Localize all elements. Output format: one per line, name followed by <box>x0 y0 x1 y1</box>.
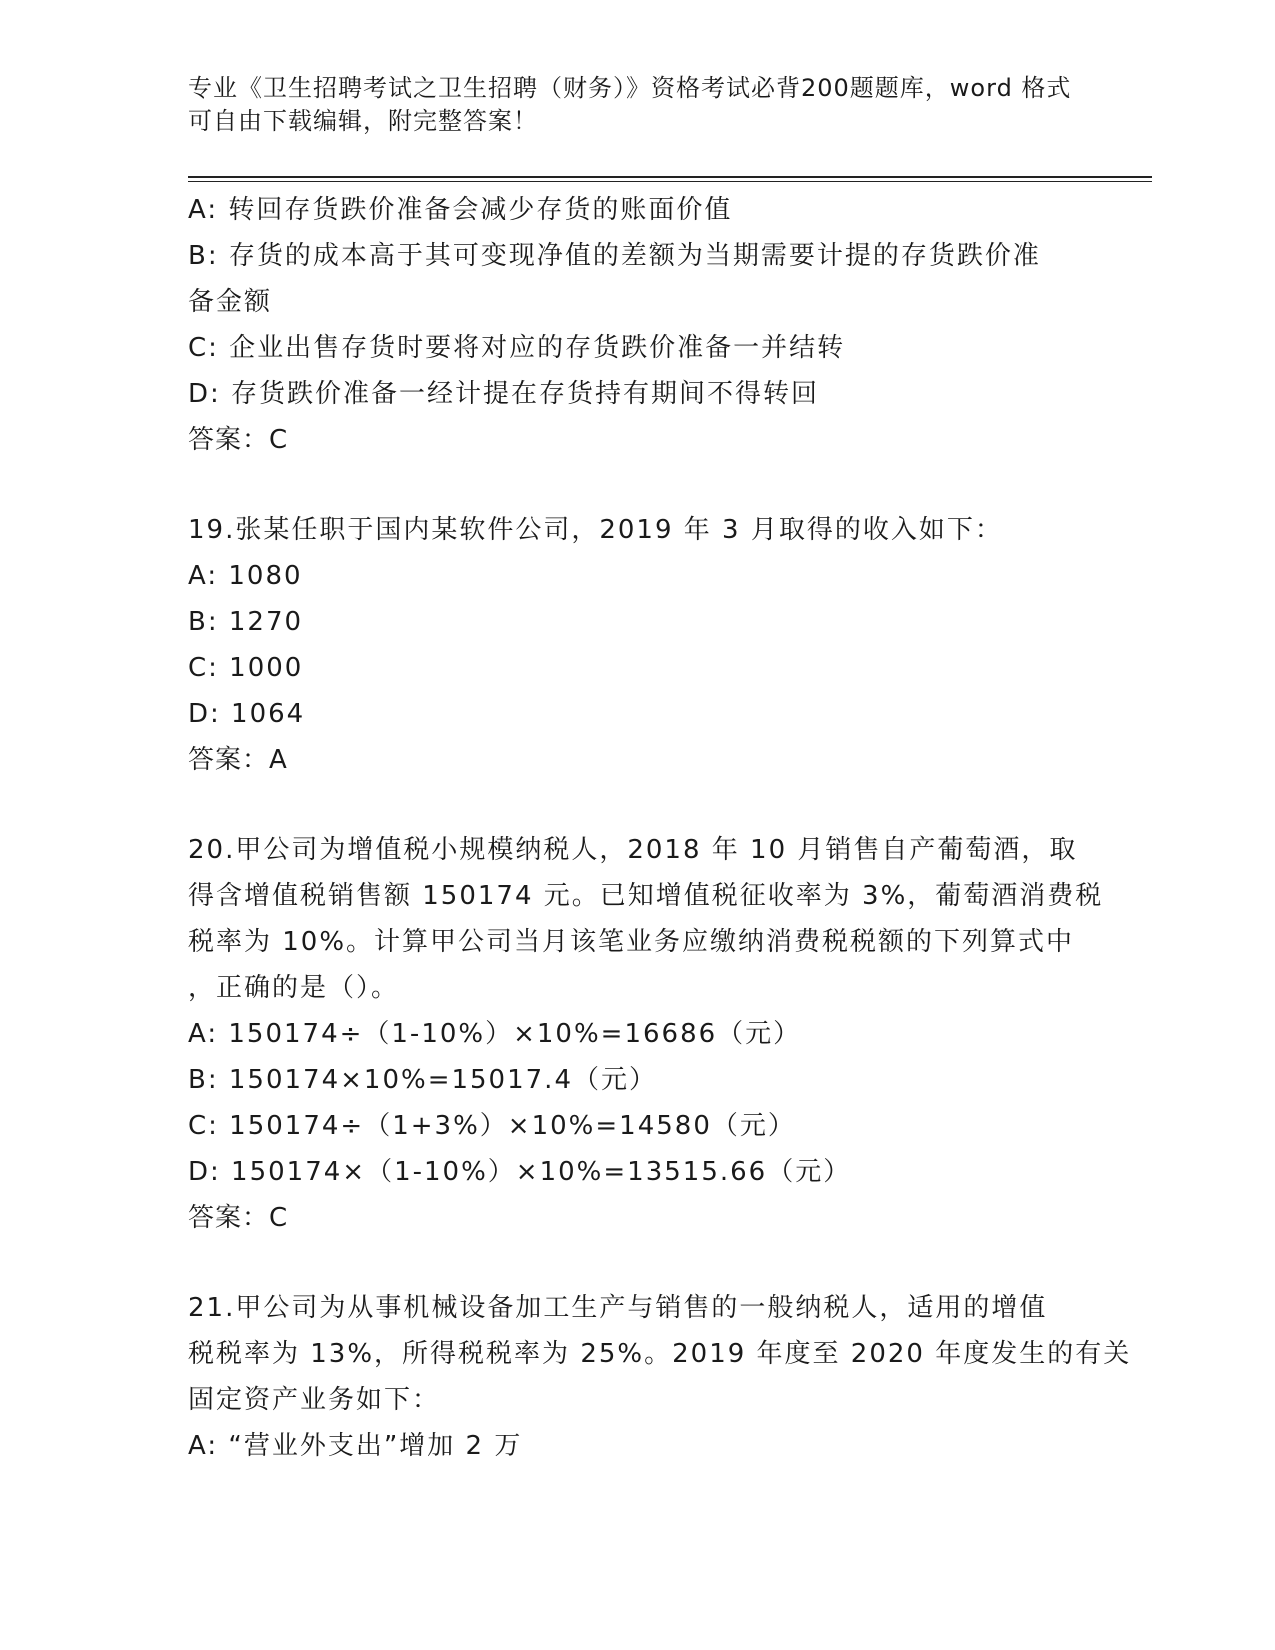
q21-stem-line-1: 21.甲公司为从事机械设备加工生产与销售的一般纳税人，适用的增值 <box>188 1293 1048 1323</box>
q18-option-c: C: 企业出售存货时要将对应的存货跌价准备一并结转 <box>188 333 846 363</box>
q18-option-b-line-2: 备金额 <box>188 287 273 317</box>
q19-option-b: B: 1270 <box>188 607 304 637</box>
q19-option-d: D: 1064 <box>188 699 306 729</box>
q19-option-a: A: 1080 <box>188 561 303 591</box>
q20-stem-line-2: 得含增值税销售额 150174 元。已知增值税征收率为 3%，葡萄酒消费税 <box>188 881 1104 911</box>
document-body <box>188 187 1132 1469</box>
q20-stem-line-3: 税率为 10%。计算甲公司当月该笔业务应缴纳消费税税额的下列算式中 <box>188 927 1075 957</box>
q18-answer: 答案：C <box>188 425 289 455</box>
q20-option-a: A: 150174÷（1-10%）×10%=16686（元） <box>188 1019 802 1049</box>
spacer <box>188 463 1088 507</box>
q20-answer: 答案：C <box>188 1203 289 1233</box>
spacer <box>188 1241 1088 1285</box>
q20-stem-line-4: ，正确的是（）。 <box>188 973 400 1003</box>
question-18 <box>188 187 1088 463</box>
q19-stem: 19.张某任职于国内某软件公司，2019 年 3 月取得的收入如下： <box>188 515 1003 545</box>
q21-stem-line-3: 固定资产业务如下： <box>188 1385 441 1415</box>
q18-option-b-line-1: B: 存货的成本高于其可变现净值的差额为当期需要计提的存货跌价准 <box>188 241 1041 271</box>
spacer <box>188 783 1088 827</box>
header-rule-thick <box>188 176 1152 178</box>
q21-stem-line-2: 税税率为 13%，所得税税率为 25%。2019 年度至 2020 年度发生的有关 <box>188 1339 1132 1369</box>
question-20 <box>188 827 1104 1241</box>
header-line-1: 专业《卫生招聘考试之卫生招聘（财务）》资格考试必背200题题库，word 格式 <box>188 74 1072 102</box>
q20-stem-line-1: 20.甲公司为增值税小规模纳税人，2018 年 10 月销售自产葡萄酒，取 <box>188 835 1078 865</box>
question-19 <box>188 507 1088 783</box>
q20-option-d: D: 150174×（1-10%）×10%=13515.66（元） <box>188 1157 852 1187</box>
header-line-2: 可自由下载编辑，附完整答案！ <box>188 107 538 135</box>
q18-option-d: D: 存货跌价准备一经计提在存货持有期间不得转回 <box>188 379 820 409</box>
q18-option-a: A: 转回存货跌价准备会减少存货的账面价值 <box>188 195 733 225</box>
document-header <box>188 72 1088 138</box>
q20-option-b: B: 150174×10%=15017.4（元） <box>188 1065 657 1095</box>
header-rule-thin <box>188 181 1152 182</box>
q20-option-c: C: 150174÷（1+3%）×10%=14580（元） <box>188 1111 796 1141</box>
q19-answer: 答案：A <box>188 745 288 775</box>
q19-option-c: C: 1000 <box>188 653 304 683</box>
q21-option-a: A: “营业外支出”增加 2 万 <box>188 1431 523 1461</box>
question-21 <box>188 1285 1132 1469</box>
